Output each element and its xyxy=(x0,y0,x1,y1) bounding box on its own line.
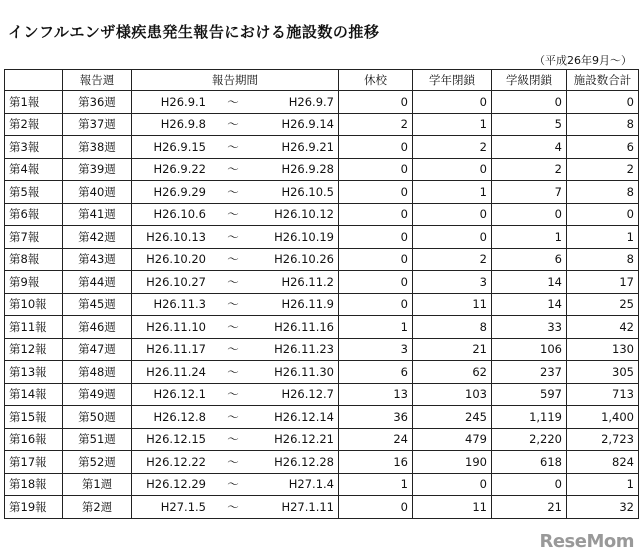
period-separator: ～ xyxy=(227,342,239,357)
report-period xyxy=(132,136,339,159)
kyuko-count: 0 xyxy=(339,248,413,271)
report-period xyxy=(132,406,339,429)
period-end: H26.12.14 xyxy=(274,409,334,424)
period-start: H26.12.15 xyxy=(146,432,206,447)
total-count: 8 xyxy=(567,113,639,136)
period-separator: ～ xyxy=(227,319,239,334)
period-end: H26.12.21 xyxy=(274,432,334,447)
gakkyu-heisa-count: 597 xyxy=(492,383,567,406)
gakkyu-heisa-count: 0 xyxy=(492,91,567,114)
total-count: 1,400 xyxy=(567,406,639,429)
report-period xyxy=(132,113,339,136)
report-number: 第1報 xyxy=(5,91,63,114)
total-count: 42 xyxy=(567,316,639,339)
period-separator: ～ xyxy=(227,432,239,447)
gakkyu-heisa-count: 33 xyxy=(492,316,567,339)
table-row xyxy=(5,338,639,361)
table-row xyxy=(5,496,639,519)
period-start: H26.11.3 xyxy=(153,297,206,312)
gakkyu-heisa-count: 2,220 xyxy=(492,428,567,451)
gakunen-heisa-count: 245 xyxy=(413,406,492,429)
period-end: H26.9.21 xyxy=(281,139,334,154)
report-number: 第7報 xyxy=(5,226,63,249)
report-week: 第1週 xyxy=(63,473,132,496)
report-number: 第9報 xyxy=(5,271,63,294)
period-start: H26.10.20 xyxy=(146,252,206,267)
kyuko-count: 0 xyxy=(339,496,413,519)
period-start: H26.9.1 xyxy=(160,94,206,109)
report-week: 第2週 xyxy=(63,496,132,519)
header-gakkyu-heisa: 学級閉鎖 xyxy=(492,70,567,91)
report-period xyxy=(132,451,339,474)
gakunen-heisa-count: 3 xyxy=(413,271,492,294)
report-number: 第13報 xyxy=(5,361,63,384)
total-count: 6 xyxy=(567,136,639,159)
period-separator: ～ xyxy=(227,117,239,132)
kyuko-count: 24 xyxy=(339,428,413,451)
period-separator: ～ xyxy=(227,274,239,289)
period-separator: ～ xyxy=(227,364,239,379)
report-period xyxy=(132,271,339,294)
gakunen-heisa-count: 11 xyxy=(413,496,492,519)
gakunen-heisa-count: 0 xyxy=(413,158,492,181)
period-separator: ～ xyxy=(227,297,239,312)
table-row xyxy=(5,428,639,451)
report-number: 第2報 xyxy=(5,113,63,136)
report-week: 第40週 xyxy=(63,181,132,204)
period-start: H26.9.15 xyxy=(153,139,206,154)
period-separator: ～ xyxy=(227,409,239,424)
report-week: 第38週 xyxy=(63,136,132,159)
gakkyu-heisa-count: 6 xyxy=(492,248,567,271)
period-start: H26.11.24 xyxy=(146,364,206,379)
gakkyu-heisa-count: 1,119 xyxy=(492,406,567,429)
total-count: 305 xyxy=(567,361,639,384)
table-row xyxy=(5,406,639,429)
period-end: H27.1.4 xyxy=(288,477,334,492)
facility-count-table xyxy=(4,69,639,519)
period-end: H26.9.14 xyxy=(281,117,334,132)
total-count: 824 xyxy=(567,451,639,474)
report-period xyxy=(132,91,339,114)
total-count: 25 xyxy=(567,293,639,316)
gakkyu-heisa-count: 14 xyxy=(492,271,567,294)
total-count: 2 xyxy=(567,158,639,181)
total-count: 1 xyxy=(567,226,639,249)
header-report xyxy=(5,70,63,91)
gakunen-heisa-count: 190 xyxy=(413,451,492,474)
gakunen-heisa-count: 479 xyxy=(413,428,492,451)
gakunen-heisa-count: 0 xyxy=(413,226,492,249)
kyuko-count: 16 xyxy=(339,451,413,474)
total-count: 8 xyxy=(567,181,639,204)
period-start: H26.11.10 xyxy=(146,319,206,334)
total-count: 32 xyxy=(567,496,639,519)
gakunen-heisa-count: 0 xyxy=(413,203,492,226)
header-gakunen-heisa: 学年閉鎖 xyxy=(413,70,492,91)
period-end: H26.12.28 xyxy=(274,454,334,469)
resemom-logo: ReseMom xyxy=(539,531,634,552)
table-row xyxy=(5,361,639,384)
gakkyu-heisa-count: 0 xyxy=(492,203,567,226)
gakkyu-heisa-count: 5 xyxy=(492,113,567,136)
gakkyu-heisa-count: 237 xyxy=(492,361,567,384)
gakkyu-heisa-count: 21 xyxy=(492,496,567,519)
gakunen-heisa-count: 8 xyxy=(413,316,492,339)
kyuko-count: 36 xyxy=(339,406,413,429)
report-week: 第45週 xyxy=(63,293,132,316)
report-period xyxy=(132,226,339,249)
kyuko-count: 1 xyxy=(339,316,413,339)
period-end: H26.9.28 xyxy=(281,162,334,177)
kyuko-count: 3 xyxy=(339,338,413,361)
period-separator: ～ xyxy=(227,94,239,109)
kyuko-count: 1 xyxy=(339,473,413,496)
report-week: 第37週 xyxy=(63,113,132,136)
table-row xyxy=(5,271,639,294)
table-row xyxy=(5,248,639,271)
period-start: H26.9.29 xyxy=(153,184,206,199)
table-row xyxy=(5,136,639,159)
period-separator: ～ xyxy=(227,387,239,402)
period-end: H26.10.19 xyxy=(274,229,334,244)
report-number: 第14報 xyxy=(5,383,63,406)
report-week: 第46週 xyxy=(63,316,132,339)
report-period xyxy=(132,248,339,271)
kyuko-count: 0 xyxy=(339,271,413,294)
page-title: インフルエンザ様疾患発生報告における施設数の推移 xyxy=(8,23,380,41)
table-row xyxy=(5,226,639,249)
period-start: H26.10.27 xyxy=(146,274,206,289)
gakunen-heisa-count: 1 xyxy=(413,113,492,136)
period-end: H26.11.16 xyxy=(274,319,334,334)
header-kyuko: 休校 xyxy=(339,70,413,91)
table-row xyxy=(5,91,639,114)
total-count: 130 xyxy=(567,338,639,361)
header-period: 報告期間 xyxy=(132,70,339,91)
total-count: 17 xyxy=(567,271,639,294)
period-end: H26.11.23 xyxy=(274,342,334,357)
gakunen-heisa-count: 11 xyxy=(413,293,492,316)
period-note: （平成26年9月～） xyxy=(534,54,632,67)
gakkyu-heisa-count: 14 xyxy=(492,293,567,316)
table-header-row xyxy=(5,70,639,91)
period-start: H26.9.8 xyxy=(160,117,206,132)
report-period xyxy=(132,293,339,316)
report-week: 第52週 xyxy=(63,451,132,474)
period-start: H26.10.6 xyxy=(153,207,206,222)
report-week: 第44週 xyxy=(63,271,132,294)
period-start: H26.12.22 xyxy=(146,454,206,469)
period-start: H26.10.13 xyxy=(146,229,206,244)
period-end: H26.10.5 xyxy=(281,184,334,199)
kyuko-count: 0 xyxy=(339,91,413,114)
report-number: 第4報 xyxy=(5,158,63,181)
period-end: H26.10.26 xyxy=(274,252,334,267)
kyuko-count: 0 xyxy=(339,158,413,181)
kyuko-count: 0 xyxy=(339,203,413,226)
gakunen-heisa-count: 0 xyxy=(413,473,492,496)
report-number: 第16報 xyxy=(5,428,63,451)
period-start: H27.1.5 xyxy=(160,499,206,514)
total-count: 2,723 xyxy=(567,428,639,451)
period-start: H26.12.8 xyxy=(153,409,206,424)
report-number: 第18報 xyxy=(5,473,63,496)
period-separator: ～ xyxy=(227,477,239,492)
table-row xyxy=(5,293,639,316)
period-end: H27.1.11 xyxy=(281,499,334,514)
report-period xyxy=(132,361,339,384)
gakkyu-heisa-count: 0 xyxy=(492,473,567,496)
kyuko-count: 0 xyxy=(339,136,413,159)
period-separator: ～ xyxy=(227,184,239,199)
header-week: 報告週 xyxy=(63,70,132,91)
gakunen-heisa-count: 103 xyxy=(413,383,492,406)
gakkyu-heisa-count: 618 xyxy=(492,451,567,474)
period-end: H26.11.30 xyxy=(274,364,334,379)
kyuko-count: 2 xyxy=(339,113,413,136)
report-week: 第49週 xyxy=(63,383,132,406)
period-start: H26.12.29 xyxy=(146,477,206,492)
period-separator: ～ xyxy=(227,454,239,469)
table-row xyxy=(5,158,639,181)
report-week: 第39週 xyxy=(63,158,132,181)
period-separator: ～ xyxy=(227,229,239,244)
period-separator: ～ xyxy=(227,207,239,222)
report-number: 第3報 xyxy=(5,136,63,159)
total-count: 1 xyxy=(567,473,639,496)
report-period xyxy=(132,496,339,519)
report-week: 第48週 xyxy=(63,361,132,384)
report-period xyxy=(132,158,339,181)
period-separator: ～ xyxy=(227,162,239,177)
table-row xyxy=(5,473,639,496)
period-separator: ～ xyxy=(227,252,239,267)
period-end: H26.9.7 xyxy=(288,94,334,109)
table-row xyxy=(5,451,639,474)
report-number: 第6報 xyxy=(5,203,63,226)
header-total: 施設数合計 xyxy=(567,70,639,91)
kyuko-count: 0 xyxy=(339,181,413,204)
kyuko-count: 13 xyxy=(339,383,413,406)
table-row xyxy=(5,316,639,339)
report-number: 第5報 xyxy=(5,181,63,204)
total-count: 713 xyxy=(567,383,639,406)
report-number: 第19報 xyxy=(5,496,63,519)
report-week: 第50週 xyxy=(63,406,132,429)
report-period xyxy=(132,473,339,496)
gakkyu-heisa-count: 2 xyxy=(492,158,567,181)
total-count: 8 xyxy=(567,248,639,271)
report-period xyxy=(132,316,339,339)
report-week: 第47週 xyxy=(63,338,132,361)
kyuko-count: 6 xyxy=(339,361,413,384)
gakkyu-heisa-count: 106 xyxy=(492,338,567,361)
report-number: 第12報 xyxy=(5,338,63,361)
table-row xyxy=(5,181,639,204)
gakunen-heisa-count: 62 xyxy=(413,361,492,384)
report-period xyxy=(132,203,339,226)
total-count: 0 xyxy=(567,91,639,114)
gakunen-heisa-count: 1 xyxy=(413,181,492,204)
kyuko-count: 0 xyxy=(339,293,413,316)
period-end: H26.12.7 xyxy=(281,387,334,402)
report-period xyxy=(132,338,339,361)
total-count: 0 xyxy=(567,203,639,226)
period-separator: ～ xyxy=(227,499,239,514)
report-week: 第36週 xyxy=(63,91,132,114)
gakkyu-heisa-count: 7 xyxy=(492,181,567,204)
gakunen-heisa-count: 2 xyxy=(413,136,492,159)
report-number: 第15報 xyxy=(5,406,63,429)
period-start: H26.11.17 xyxy=(146,342,206,357)
period-end: H26.11.9 xyxy=(281,297,334,312)
report-week: 第41週 xyxy=(63,203,132,226)
report-period xyxy=(132,383,339,406)
table-row xyxy=(5,113,639,136)
gakunen-heisa-count: 0 xyxy=(413,91,492,114)
gakunen-heisa-count: 21 xyxy=(413,338,492,361)
period-end: H26.11.2 xyxy=(281,274,334,289)
period-separator: ～ xyxy=(227,139,239,154)
report-number: 第17報 xyxy=(5,451,63,474)
report-week: 第43週 xyxy=(63,248,132,271)
period-start: H26.9.22 xyxy=(153,162,206,177)
report-number: 第11報 xyxy=(5,316,63,339)
kyuko-count: 0 xyxy=(339,226,413,249)
report-week: 第42週 xyxy=(63,226,132,249)
gakkyu-heisa-count: 1 xyxy=(492,226,567,249)
report-period xyxy=(132,181,339,204)
gakkyu-heisa-count: 4 xyxy=(492,136,567,159)
report-number: 第10報 xyxy=(5,293,63,316)
report-period xyxy=(132,428,339,451)
report-number: 第8報 xyxy=(5,248,63,271)
period-end: H26.10.12 xyxy=(274,207,334,222)
table-row xyxy=(5,203,639,226)
period-start: H26.12.1 xyxy=(153,387,206,402)
report-week: 第51週 xyxy=(63,428,132,451)
table-row xyxy=(5,383,639,406)
gakunen-heisa-count: 2 xyxy=(413,248,492,271)
